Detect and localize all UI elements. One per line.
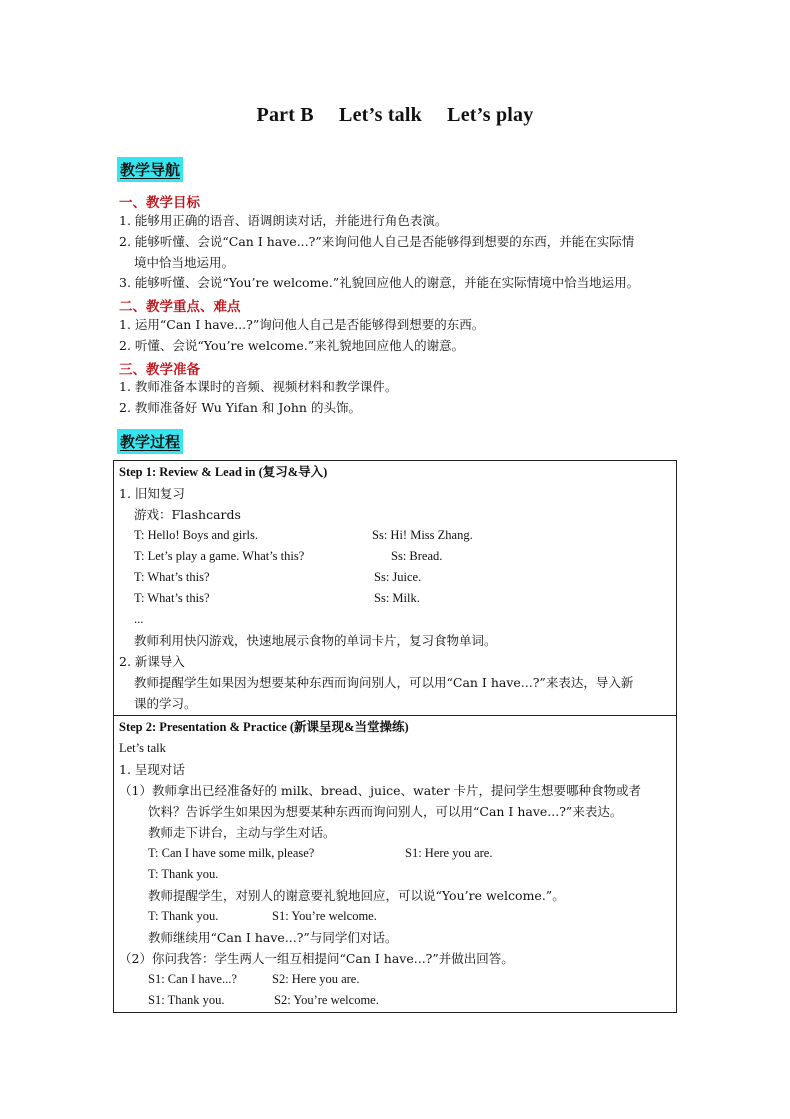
step1-lead-2: 课的学习。	[134, 696, 197, 711]
prep-heading: 三、教学准备	[119, 362, 200, 378]
page-title	[0, 104, 790, 127]
step1-heading: Step 1: Review & Lead in (复习&导入)	[119, 465, 328, 479]
step1-dialog-1	[114, 525, 676, 546]
section-tag-process: 教学过程	[117, 429, 183, 454]
step2-dialog-1-s: S1: Here you are.	[405, 846, 493, 860]
step2-dialog-1	[114, 843, 676, 864]
title-talk: Let’s talk	[339, 104, 422, 126]
step1-note: 教师利用快闪游戏，快速地展示食物的单词卡片，复习食物单词。	[134, 633, 497, 648]
dialog-students-1: Ss: Hi! Miss Zhang.	[372, 528, 473, 542]
goal-item-3: 3. 能够听懂、会说“You’re welcome.”礼貌回应他人的谢意，并能在实际情境中恰当地运用。	[119, 275, 640, 290]
step2-dialog-5-b: S2: You’re welcome.	[274, 993, 379, 1007]
step2-lets-talk: Let’s talk	[119, 741, 166, 755]
step2-dialog-4-a: S1: Can I have...?	[148, 972, 237, 986]
step2-dialog-4-b: S2: Here you are.	[272, 972, 360, 986]
step2-heading: Step 2: Presentation & Practice (新课呈现&当堂操练)	[119, 720, 409, 734]
dialog-teacher-2: T: Let’s play a game. What’s this?	[134, 549, 305, 563]
step2-dialog-3	[114, 906, 676, 927]
step1-ellipsis: ...	[134, 612, 144, 626]
step2-dialog-3-s: S1: You’re welcome.	[272, 909, 377, 923]
dialog-students-4: Ss: Milk.	[374, 591, 420, 605]
key-point-item-2: 2. 听懂、会说“You’re welcome.”来礼貌地回应他人的谢意。	[119, 338, 465, 353]
key-point-item-1: 1. 运用“Can I have...?”询问他人自己是否能够得到想要的东西。	[119, 317, 485, 332]
step2-dialog-5-a: S1: Thank you.	[148, 993, 225, 1007]
goal-item-2-cont: 境中恰当地运用。	[134, 255, 235, 270]
dialog-students-3: Ss: Juice.	[374, 570, 422, 584]
title-part: Part B	[256, 104, 314, 126]
step2-p2: （2）你问我答：学生两人一组互相提问“Can I have...?”并做出回答。	[119, 951, 514, 966]
step1-dialog-2	[114, 546, 676, 567]
prep-item-2: 2. 教师准备好 Wu Yifan 和 John 的头饰。	[119, 400, 361, 415]
dialog-teacher-1: T: Hello! Boys and girls.	[134, 528, 259, 542]
step1-sub1: 1. 旧知复习	[119, 486, 185, 501]
dialog-teacher-3: T: What’s this?	[134, 570, 210, 584]
step2-p1-c: 教师走下讲台，主动与学生对话。	[148, 825, 336, 840]
dialog-teacher-4: T: What’s this?	[134, 591, 210, 605]
process-table	[113, 460, 677, 1013]
step2-p1-a: （1）教师拿出已经准备好的 milk、bread、juice、water 卡片，提问学生想要哪种食物或者	[119, 783, 642, 798]
step1-lead-1: 教师提醒学生如果因为想要某种东西而询问别人，可以用“Can I have...?”来表达，导入新	[134, 675, 634, 690]
title-play: Let’s play	[447, 104, 534, 126]
step1-dialog-4	[114, 588, 676, 609]
step1-game: 游戏：Flashcards	[134, 507, 241, 522]
prep-item-1: 1. 教师准备本课时的音频、视频材料和教学课件。	[119, 379, 398, 394]
step1-dialog-3	[114, 567, 676, 588]
step2-dialog-2: T: Thank you.	[148, 867, 219, 881]
goal-item-1: 1. 能够用正确的语音、语调朗读对话，并能进行角色表演。	[119, 213, 448, 228]
step2-cell	[114, 716, 677, 1013]
step2-remind: 教师提醒学生，对别人的谢意要礼貌地回应，可以说“You’re welcome.”。	[148, 888, 565, 903]
step1-row	[114, 461, 677, 716]
step2-continue: 教师继续用“Can I have...?”与同学们对话。	[148, 930, 398, 945]
step2-dialog-5	[114, 990, 676, 1011]
step2-dialog-3-t: T: Thank you.	[148, 909, 219, 923]
dialog-students-2: Ss: Bread.	[391, 549, 443, 563]
step2-p1-b: 饮料？告诉学生如果因为想要某种东西而询问别人，可以用“Can I have...?”来表达。	[148, 804, 623, 819]
step1-cell	[114, 461, 677, 716]
goals-heading: 一、教学目标	[119, 195, 200, 211]
step2-row	[114, 716, 677, 1013]
goal-item-2: 2. 能够听懂、会说“Can I have...?”来询问他人自己是否能够得到想要的东西，并能在实际情	[119, 234, 635, 249]
step2-dialog-1-t: T: Can I have some milk, please?	[148, 846, 315, 860]
key-points-heading: 二、教学重点、难点	[119, 299, 241, 315]
step1-sub2: 2. 新课导入	[119, 654, 185, 669]
step2-sub1: 1. 呈现对话	[119, 762, 185, 777]
section-tag-navigation: 教学导航	[117, 157, 183, 182]
step2-dialog-4	[114, 969, 676, 990]
